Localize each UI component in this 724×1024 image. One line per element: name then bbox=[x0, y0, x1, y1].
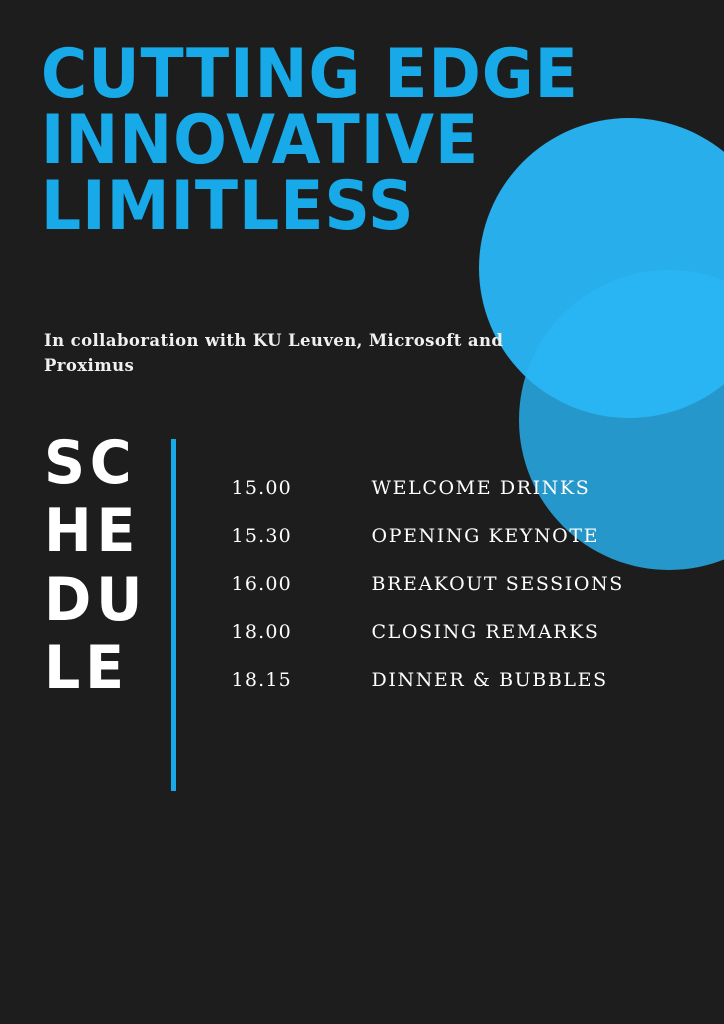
agenda-title: BREAKOUT SESSIONS bbox=[371, 572, 624, 595]
list-item bbox=[232, 525, 724, 547]
list-item bbox=[232, 669, 724, 691]
agenda-time: 18.00 bbox=[231, 620, 292, 643]
schedule-heading bbox=[44, 429, 147, 703]
headline-line-1: CUTTING EDGE bbox=[40, 35, 579, 114]
agenda-title: WELCOME DRINKS bbox=[371, 476, 591, 499]
vertical-divider bbox=[171, 439, 176, 791]
page-title bbox=[0, 0, 673, 246]
agenda-time: 18.15 bbox=[231, 668, 292, 691]
headline-line-3: LIMITLESS bbox=[40, 166, 415, 246]
schedule-section bbox=[0, 429, 724, 791]
agenda-title: DINNER & BUBBLES bbox=[371, 668, 608, 691]
agenda-title: OPENING KEYNOTE bbox=[371, 524, 600, 547]
schedule-heading-line-3: DU bbox=[44, 564, 148, 635]
list-item bbox=[232, 477, 724, 499]
agenda-time: 15.30 bbox=[231, 524, 292, 547]
agenda-time: 15.00 bbox=[231, 476, 292, 499]
agenda-list bbox=[232, 477, 724, 717]
schedule-heading-line-4: LE bbox=[44, 633, 129, 704]
collaboration-text: In collaboration with KU Leuven, Microsoft and Proximus bbox=[44, 330, 504, 376]
agenda-time: 16.00 bbox=[231, 572, 292, 595]
schedule-heading-line-1: SC bbox=[44, 427, 137, 498]
headline-line-2: INNOVATIVE bbox=[40, 100, 480, 180]
schedule-heading-line-2: HE bbox=[44, 496, 141, 567]
list-item bbox=[232, 621, 724, 643]
agenda-title: CLOSING REMARKS bbox=[371, 620, 600, 643]
list-item bbox=[232, 573, 724, 595]
